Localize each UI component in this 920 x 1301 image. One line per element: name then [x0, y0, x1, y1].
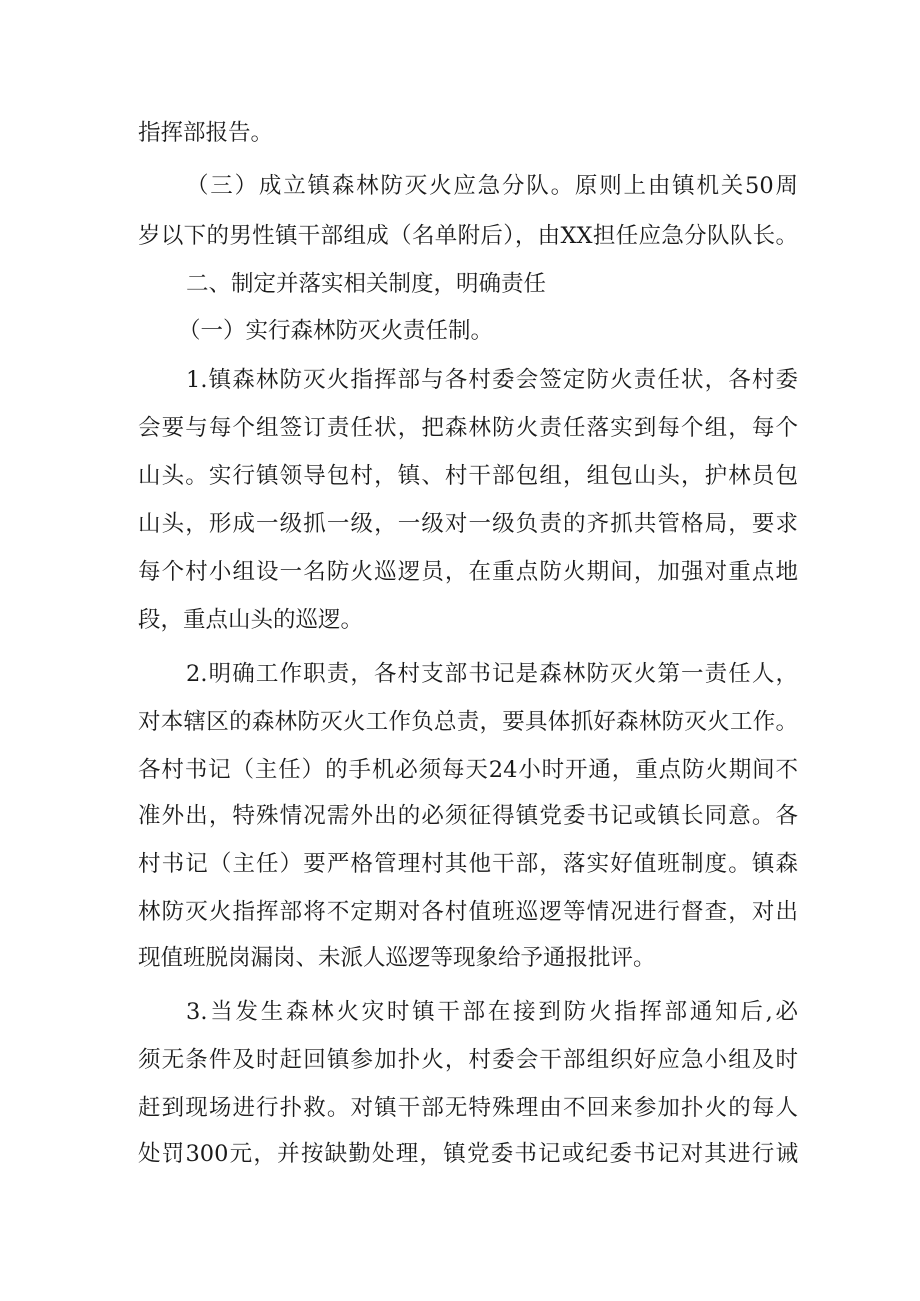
text-line: 岁以下的男性镇干部组成（名单附后），由XX担任应急分队队长。 — [138, 223, 798, 249]
text-line: 山头。实行镇领导包村，镇、村干部包组，组包山头，护林员包 — [138, 463, 798, 489]
text-line: 各村书记（主任）的手机必须每天24小时开通，重点防火期间不 — [138, 757, 798, 783]
text-line: 准外出，特殊情况需外出的必须征得镇党委书记或镇长同意。各 — [138, 803, 798, 829]
text-line: 会要与每个组签订责任状，把森林防火责任落实到每个组，每个 — [138, 415, 798, 441]
text-line: 林防灭火指挥部将不定期对各村值班巡逻等情况进行督查，对出 — [138, 899, 798, 925]
text-line: 处罚300元，并按缺勤处理，镇党委书记或纪委书记对其进行诫 — [138, 1141, 798, 1167]
subsection-heading: （一）实行森林防灭火责任制。 — [178, 318, 494, 344]
text-line: 指挥部报告。 — [138, 120, 274, 146]
text-line: 对本辖区的森林防灭火工作负总责，要具体抓好森林防灭火工作。 — [138, 709, 798, 735]
text-line: 须无条件及时赶回镇参加扑火，村委会干部组织好应急小组及时 — [138, 1047, 798, 1073]
text-line: 3.当发生森林火灾时镇干部在接到防火指挥部通知后,必 — [186, 999, 798, 1025]
section-heading: 二、制定并落实相关制度，明确责任 — [186, 271, 547, 297]
text-line: （三）成立镇森林防灭火应急分队。原则上由镇机关50周 — [186, 173, 798, 199]
text-line: 每个村小组设一名防火巡逻员，在重点防火期间，加强对重点地 — [138, 559, 798, 585]
text-line: 1.镇森林防灭火指挥部与各村委会签定防火责任状，各村委 — [186, 367, 798, 393]
text-line: 村书记（主任）要严格管理村其他干部，落实好值班制度。镇森 — [138, 851, 798, 877]
text-line: 段，重点山头的巡逻。 — [138, 607, 364, 633]
text-line: 山头，形成一级抓一级，一级对一级负责的齐抓共管格局，要求 — [138, 511, 798, 537]
text-line: 现值班脱岗漏岗、未派人巡逻等现象给予通报批评。 — [138, 945, 656, 971]
text-line: 2.明确工作职责，各村支部书记是森林防灭火第一责任人， — [186, 661, 798, 687]
text-line: 赶到现场进行扑救。对镇干部无特殊理由不回来参加扑火的每人 — [138, 1095, 798, 1121]
